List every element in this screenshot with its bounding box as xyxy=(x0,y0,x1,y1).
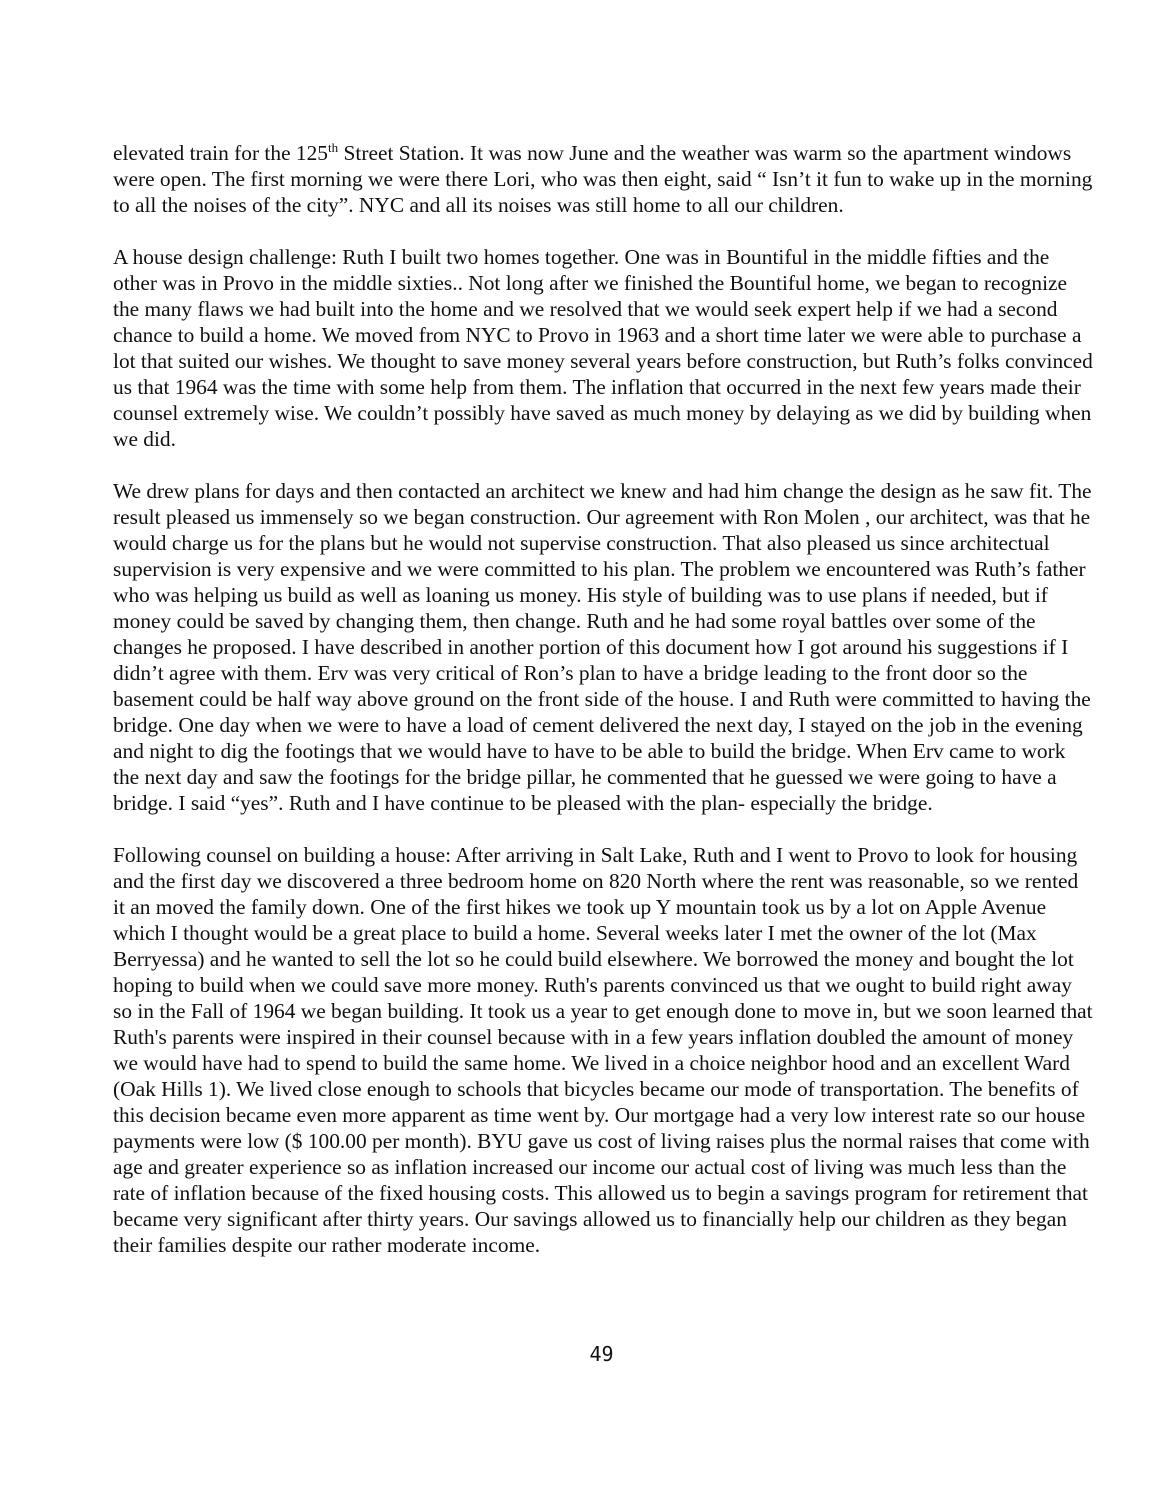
page-number: 49 xyxy=(589,1342,614,1366)
ordinal-superscript: th xyxy=(328,140,339,155)
paragraph-following-counsel: Following counsel on building a house: After arriving in Salt Lake, Ruth and I went to Provo to look for housing and the first day we discovered a three bedroom home on 820 North where the rent was reasonable, so we rented it an moved the family down. One of the first hikes we took up Y mountain took us by a lot on Apple Avenue which I thought would be a great place to build a home. Several weeks later I met the owner of the lot (Max Berryessa) and he wanted to sell the lot so he could build elsewhere. We borrowed the money and bought the lot hoping to build when we could save more money. Ruth's parents convinced us that we ought to build right away so in the Fall of 1964 we began building. It took us a year to get enough done to move in, but we soon learned that Ruth's parents were inspired in their counsel because with in a few years inflation doubled the amount of money we would have had to spend to build the same home. We lived in a choice neighbor hood and an excellent Ward (Oak Hills 1). We lived close enough to schools that bicycles became our mode of transportation. The benefits of this decision became even more apparent as time went by. Our mortgage had a very low interest rate so our house payments were low ($ 100.00 per month). BYU gave us cost of living raises plus the normal raises that come with age and greater experience so as inflation increased our income our actual cost of living was much less than the rate of inflation because of the fixed housing costs. This allowed us to begin a savings program for retirement that became very significant after thirty years. Our savings allowed us to financially help our children as they began their families despite our rather moderate income. xyxy=(113,843,1093,1257)
document-body xyxy=(113,140,1095,1258)
paragraph-125th-street xyxy=(113,140,1095,218)
paragraph-architect-plans: We drew plans for days and then contacted an architect we knew and had him change the design as he saw fit. The result pleased us immensely so we began construction. Our agreement with Ron Molen , our architect, was that he would charge us for the plans but he would not supervise construction. That also pleased us since architectual supervision is very expensive and we were committed to his plan. The problem we encountered was Ruth’s father who was helping us build as well as loaning us money. His style of building was to use plans if needed, but if money could be saved by changing them, then change. Ruth and he had some royal battles over some of the changes he proposed. I have described in another portion of this document how I got around his suggestions if I didn’t agree with them. Erv was very critical of Ron’s plan to have a bridge leading to the front door so the basement could be half way above ground on the front side of the house. I and Ruth were committed to having the bridge. One day when we were to have a load of cement delivered the next day, I stayed on the job in the evening and night to dig the footings that we would have to have to be able to build the bridge. When Erv came to work the next day and saw the footings for the bridge pillar, he commented that he guessed we were going to have a bridge. I said “yes”. Ruth and I have continue to be pleased with the plan- especially the bridge. xyxy=(113,479,1092,815)
paragraph-1-text-end: Street Station. It was now June and the weather was warm so the apartment windows were open. The first morning we were there Lori, who was then eight, said “ Isn’t it fun to wake up in the morning to all the noises of the city”. NYC and all its noises was still home to all our children. xyxy=(113,141,1093,217)
paragraph-house-design-challenge: A house design challenge: Ruth I built two homes together. One was in Bountiful in the middle fifties and the other was in Provo in the middle sixties.. Not long after we finished the Bountiful home, we began to recognize the many flaws we had built into the home and we resolved that we would seek expert help if we had a second chance to build a home. We moved from NYC to Provo in 1963 and a short time later we were able to purchase a lot that suited our wishes. We thought to save money several years before construction, but Ruth’s folks convinced us that 1964 was the time with some help from them. The inflation that occurred in the next few years made their counsel extremely wise. We couldn’t possibly have saved as much money by delaying as we did by building when we did. xyxy=(113,245,1093,451)
paragraph-1-text-start: elevated train for the 125 xyxy=(113,141,329,165)
